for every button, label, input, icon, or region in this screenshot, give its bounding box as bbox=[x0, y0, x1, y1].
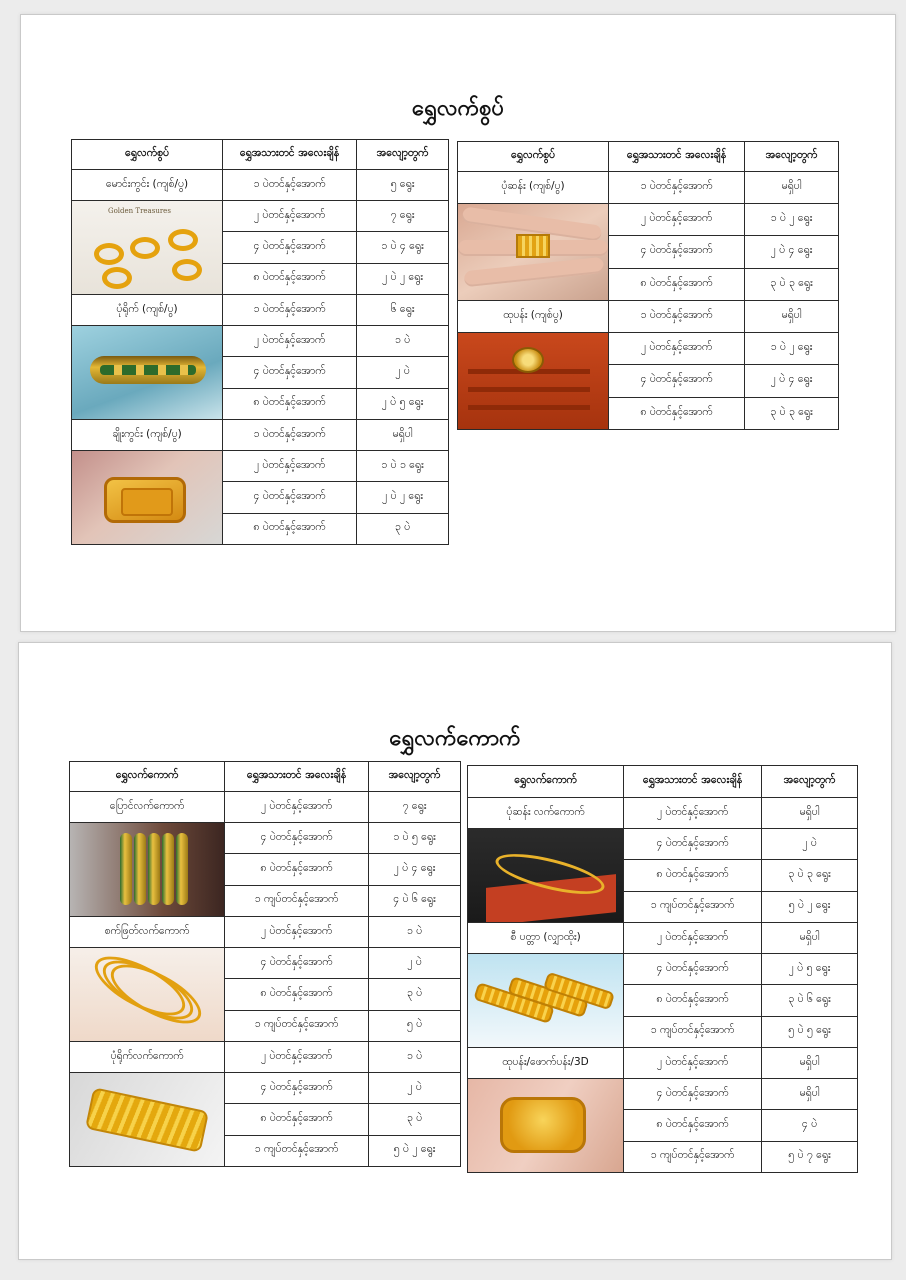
rings-title: ရွှေလက်စွပ် bbox=[411, 96, 505, 121]
weight-cell: ၈ ပဲတင်နှင့်အောက် bbox=[225, 1104, 369, 1135]
weight-cell: ၂ ပဲတင်နှင့်အောက် bbox=[223, 451, 357, 482]
bangles-table-right bbox=[467, 765, 858, 1173]
deduction-cell: ၂ ပဲ bbox=[369, 948, 461, 979]
deduction-cell: ၁ ပဲ bbox=[369, 1042, 461, 1073]
weight-cell: ၁ ကျပ်တင်နှင့်အောက် bbox=[225, 1135, 369, 1166]
deduction-cell: ၅ ပဲ ၅ ရွေး bbox=[762, 1016, 858, 1047]
item-name: ထုပန်း/ဖောက်ပန်း/3D bbox=[468, 1048, 624, 1079]
deduction-cell: ၁ ပဲ ၁ ရွေး bbox=[357, 451, 449, 482]
item-name: ပုံဆန်း လက်ကောက် bbox=[468, 798, 624, 829]
rings-price-sheet bbox=[20, 14, 896, 632]
deduction-cell: ၂ ပဲ ၄ ရွေး bbox=[745, 236, 839, 268]
col-header-deduction: အလျော့တွက် bbox=[762, 766, 858, 798]
thin-bangles-photo bbox=[70, 948, 225, 1042]
weight-cell: ၄ ပဲတင်နှင့်အောက် bbox=[225, 823, 369, 854]
deduction-cell: ၂ ပဲ ၂ ရွေး bbox=[357, 482, 449, 513]
deduction-cell: ၁ ပဲ bbox=[369, 917, 461, 948]
weight-cell: ၄ ပဲတင်နှင့်အောက် bbox=[225, 1073, 369, 1104]
deduction-cell: ၂ ပဲ ၅ ရွေး bbox=[357, 388, 449, 419]
deduction-cell: ၄ ပဲ ၆ ရွေး bbox=[369, 885, 461, 916]
item-name: ပုံရိုက်လက်ကောက် bbox=[70, 1042, 225, 1073]
weight-cell: ၈ ပဲတင်နှင့်အောက် bbox=[225, 854, 369, 885]
weight-cell: ၄ ပဲတင်နှင့်အောက် bbox=[225, 948, 369, 979]
deduction-cell: ၁ ပဲ ၂ ရွေး bbox=[745, 333, 839, 365]
deduction-cell: ၂ ပဲ ၂ ရွေး bbox=[357, 263, 449, 294]
col-header-weight: ရွှေအသားတင် အလေးချိန် bbox=[223, 140, 357, 170]
deduction-cell: ၃ ပဲ ၃ ရွေး bbox=[745, 268, 839, 300]
deduction-cell: ၇ ရွေး bbox=[369, 792, 461, 823]
deduction-cell: ၇ ရွေး bbox=[357, 201, 449, 232]
bangles-price-sheet bbox=[18, 642, 892, 1260]
signet-ring-photo bbox=[72, 451, 223, 545]
col-header-weight: ရွှေအသားတင် အလေးချိန် bbox=[609, 142, 745, 172]
ring-on-hand-photo bbox=[458, 204, 609, 301]
col-header-deduction: အလျော့တွက် bbox=[745, 142, 839, 172]
deduction-cell: ၂ ပဲ ၄ ရွေး bbox=[369, 854, 461, 885]
weight-cell: ၄ ပဲတင်နှင့်အောက် bbox=[223, 232, 357, 263]
deduction-cell: မရှိပါ bbox=[357, 420, 449, 451]
logo-text: Golden Treasures bbox=[108, 207, 171, 215]
weight-cell: ၄ ပဲတင်နှင့်အောက် bbox=[609, 365, 745, 397]
col-header-item: ရွှေလက်ကောက် bbox=[468, 766, 624, 798]
weight-cell: ၈ ပဲတင်နှင့်အောက် bbox=[624, 860, 762, 891]
deduction-cell: ၂ ပဲ bbox=[762, 829, 858, 860]
deduction-cell: ၃ ပဲ bbox=[357, 513, 449, 544]
item-name: ပုံဆန်း (ကျစ်/ပွ) bbox=[458, 172, 609, 204]
weight-cell: ၁ ပဲတင်နှင့်အောက် bbox=[609, 172, 745, 204]
weight-cell: ၈ ပဲတင်နှင့်အောက် bbox=[624, 985, 762, 1016]
deduction-cell: ၅ ရွေး bbox=[357, 170, 449, 201]
deduction-cell: မရှိပါ bbox=[745, 172, 839, 204]
weight-cell: ၈ ပဲတင်နှင့်အောက် bbox=[609, 397, 745, 429]
weight-cell: ၁ ပဲတင်နှင့်အောက် bbox=[223, 420, 357, 451]
weight-cell: ၁ ပဲတင်နှင့်အောက် bbox=[609, 301, 745, 333]
item-name: စက်ဖြတ်လက်ကောက် bbox=[70, 917, 225, 948]
deduction-cell: မရှိပါ bbox=[762, 923, 858, 954]
stacked-bangles-photo bbox=[70, 823, 225, 917]
patterned-ring-photo bbox=[72, 326, 223, 420]
deduction-cell: ၃ ပဲ ၆ ရွေး bbox=[762, 985, 858, 1016]
col-header-item: ရွှေလက်ကောက် bbox=[70, 762, 225, 792]
weight-cell: ၈ ပဲတင်နှင့်အောက် bbox=[609, 268, 745, 300]
deduction-cell: မရှိပါ bbox=[762, 1048, 858, 1079]
deduction-cell: ၃ ပဲ ၃ ရွေး bbox=[745, 397, 839, 429]
deduction-cell: မရှိပါ bbox=[745, 301, 839, 333]
hinged-bangles-photo bbox=[468, 954, 624, 1048]
deduction-cell: ၃ ပဲ bbox=[369, 1104, 461, 1135]
item-name: ချိုးကွင်း (ကျစ်/ပွ) bbox=[72, 420, 223, 451]
weight-cell: ၄ ပဲတင်နှင့်အောက် bbox=[223, 482, 357, 513]
deduction-cell: ၁ ပဲ ၂ ရွေး bbox=[745, 204, 839, 236]
bangles-table-left bbox=[69, 761, 461, 1167]
weight-cell: ၂ ပဲတင်နှင့်အောက် bbox=[223, 201, 357, 232]
weight-cell: ၂ ပဲတင်နှင့်အောက် bbox=[624, 798, 762, 829]
deduction-cell: ၂ ပဲ bbox=[369, 1073, 461, 1104]
deduction-cell: ၂ ပဲ ၄ ရွေး bbox=[745, 365, 839, 397]
plain-gold-rings-photo bbox=[72, 201, 223, 295]
weight-cell: ၁ ပဲတင်နှင့်အောက် bbox=[223, 170, 357, 201]
weight-cell: ၈ ပဲတင်နှင့်အောက် bbox=[223, 513, 357, 544]
col-header-weight: ရွှေအသားတင် အလေးချိန် bbox=[624, 766, 762, 798]
weight-cell: ၄ ပဲတင်နှင့်အောက် bbox=[624, 829, 762, 860]
weight-cell: ၂ ပဲတင်နှင့်အောက် bbox=[624, 923, 762, 954]
weight-cell: ၂ ပဲတင်နှင့်အောက် bbox=[609, 204, 745, 236]
deduction-cell: ၅ ပဲ ၇ ရွေး bbox=[762, 1141, 858, 1172]
deduction-cell: မရှိပါ bbox=[762, 798, 858, 829]
item-name: ထုပန်း (ကျစ်ပွ) bbox=[458, 301, 609, 333]
weight-cell: ၂ ပဲတင်နှင့်အောက် bbox=[225, 1042, 369, 1073]
weight-cell: ၁ ကျပ်တင်နှင့်အောက် bbox=[225, 1010, 369, 1041]
deduction-cell: ၅ ပဲ ၂ ရွေး bbox=[369, 1135, 461, 1166]
deduction-cell: ၆ ရွေး bbox=[357, 295, 449, 326]
weight-cell: ၈ ပဲတင်နှင့်အောက် bbox=[225, 979, 369, 1010]
deduction-cell: ၅ ပဲ bbox=[369, 1010, 461, 1041]
weight-cell: ၈ ပဲတင်နှင့်အောက် bbox=[223, 388, 357, 419]
deduction-cell: ၂ ပဲ ၅ ရွေး bbox=[762, 954, 858, 985]
item-name: ပုံရိုက် (ကျစ်/ပွ) bbox=[72, 295, 223, 326]
item-name: ပြောင်လက်ကောက် bbox=[70, 792, 225, 823]
weight-cell: ၁ ကျပ်တင်နှင့်အောက် bbox=[624, 891, 762, 922]
deduction-cell: ၁ ပဲ bbox=[357, 326, 449, 357]
deduction-cell: ၃ ပဲ ၃ ရွေး bbox=[762, 860, 858, 891]
item-name: မောင်းကွင်း (ကျစ်/ပွ) bbox=[72, 170, 223, 201]
deduction-cell: ၁ ပဲ ၅ ရွေး bbox=[369, 823, 461, 854]
item-name: စီ ပတ္တာ (လျှာထိုး) bbox=[468, 923, 624, 954]
deduction-cell: ၄ ပဲ bbox=[762, 1110, 858, 1141]
deduction-cell: မရှိပါ bbox=[762, 1079, 858, 1110]
weight-cell: ၄ ပဲတင်နှင့်အောက် bbox=[223, 357, 357, 388]
deduction-cell: ၁ ပဲ ၄ ရွေး bbox=[357, 232, 449, 263]
rings-table-right bbox=[457, 141, 839, 430]
bangles-title: ရွှေလက်ကောက် bbox=[389, 726, 521, 751]
col-header-item: ရွှေလက်စွပ် bbox=[458, 142, 609, 172]
weight-cell: ၂ ပဲတင်နှင့်အောက် bbox=[624, 1048, 762, 1079]
wide-bangle-photo bbox=[70, 1073, 225, 1167]
col-header-deduction: အလျော့တွက် bbox=[369, 762, 461, 792]
weight-cell: ၈ ပဲတင်နှင့်အောက် bbox=[624, 1110, 762, 1141]
col-header-item: ရွှေလက်စွပ် bbox=[72, 140, 223, 170]
weight-cell: ၄ ပဲတင်နှင့်အောက် bbox=[624, 954, 762, 985]
weight-cell: ၂ ပဲတင်နှင့်အောက် bbox=[225, 917, 369, 948]
weight-cell: ၁ ကျပ်တင်နှင့်အောက် bbox=[624, 1141, 762, 1172]
deduction-cell: ၃ ပဲ bbox=[369, 979, 461, 1010]
rings-table-left bbox=[71, 139, 449, 545]
weight-cell: ၈ ပဲတင်နှင့်အောက် bbox=[223, 263, 357, 294]
weight-cell: ၂ ပဲတင်နှင့်အောက် bbox=[225, 792, 369, 823]
weight-cell: ၁ ပဲတင်နှင့်အောက် bbox=[223, 295, 357, 326]
weight-cell: ၄ ပဲတင်နှင့်အောက် bbox=[609, 236, 745, 268]
deduction-cell: ၂ ပဲ bbox=[357, 357, 449, 388]
weight-cell: ၁ ကျပ်တင်နှင့်အောက် bbox=[624, 1016, 762, 1047]
ring-in-box-photo bbox=[458, 333, 609, 430]
weight-cell: ၂ ပဲတင်နှင့်အောက် bbox=[223, 326, 357, 357]
plain-bangle-photo bbox=[468, 829, 624, 923]
deduction-cell: ၅ ပဲ ၂ ရွေး bbox=[762, 891, 858, 922]
weight-cell: ၄ ပဲတင်နှင့်အောက် bbox=[624, 1079, 762, 1110]
col-header-deduction: အလျော့တွက် bbox=[357, 140, 449, 170]
col-header-weight: ရွှေအသားတင် အလေးချိန် bbox=[225, 762, 369, 792]
weight-cell: ၂ ပဲတင်နှင့်အောက် bbox=[609, 333, 745, 365]
weight-cell: ၁ ကျပ်တင်နှင့်အောက် bbox=[225, 885, 369, 916]
carved-cuff-photo bbox=[468, 1079, 624, 1173]
